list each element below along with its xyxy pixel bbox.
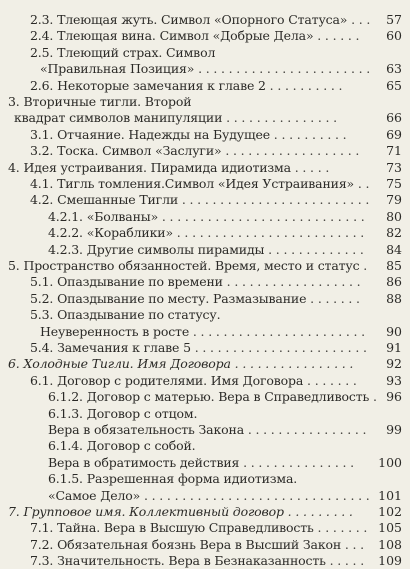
toc-entry-text: 5.4. Замечания к главе 5 — [30, 340, 191, 355]
toc-entry-text: 4. Идея устраивания. Пирамида идиотизма — [8, 159, 291, 175]
toc-leader-dots: . . . . . . . . . . . . . . . . . . . . . . . — [194, 61, 371, 77]
toc-leader-dots: . . . . . . . . . . . . . . . . . . . . . . . — [190, 340, 367, 355]
toc-leader-dots: . . . . . . . . . . . . . . . . . . . . . . . . . . . — [158, 208, 365, 224]
toc-entry-text: квадрат символов манипуляции — [14, 110, 223, 126]
toc-entry-text: 7.3. Значительность. Вера в Безнаказанность — [30, 553, 326, 569]
toc-entry-text: 7.2. Обязательная боязнь Вера в Высший Закон — [30, 536, 342, 552]
toc-entry-text: 6.1.3. Договор с отцом. — [48, 405, 198, 421]
toc-leader-dots: . . . . . . . . . . . . . . . . . . . . . . . . . . . . . . — [140, 487, 370, 503]
toc-page-number: 102 — [378, 504, 402, 519]
toc-page-number: 69 — [386, 126, 402, 142]
toc-page-number: 105 — [378, 520, 402, 536]
toc-leader-dots: . . . . . . . — [306, 290, 360, 306]
toc-leader-dots: . . . . . . . . . . . . . . . — [222, 110, 337, 126]
toc-entry-text: 4.2.3. Другие символы пирамиды — [48, 241, 265, 257]
toc-entry-text: 6. Холодные Тигли. Имя Договора — [8, 356, 231, 372]
toc-entry-text: 6.1.5. Разрешенная форма идиотизма. — [48, 471, 298, 487]
toc-leader-dots: . . . — [341, 536, 364, 552]
toc-entry-text: 2.4. Тлеющая вина. Символ «Добрые Дела» — [30, 28, 314, 44]
toc-leader-dots: . . — [354, 176, 370, 191]
toc-entry-text: 2.3. Тлеющая жуть. Символ «Опорного Статуса» — [30, 12, 348, 27]
toc-entry-text: 6.1.4. Договор с собой. — [48, 438, 196, 454]
toc-leader-dots: . . . . . . . . . . — [269, 126, 347, 142]
toc-leader-dots: . . . . . . . . . . . . . . . — [239, 454, 354, 470]
toc-page-number: 75 — [386, 176, 402, 191]
toc-leader-dots: . . . . . . . — [313, 520, 368, 536]
toc-entry-text: 3.1. Отчаяние. Надежды на Будущее — [30, 126, 270, 142]
toc-entry-text: Вера в обратимость действия — [48, 454, 240, 470]
toc-entry-text: 6.1. Договор с родителями. Имя Договора — [30, 372, 304, 388]
toc-page-number: 85 — [386, 258, 402, 273]
toc-page-number: 109 — [378, 553, 402, 569]
toc-leader-dots: . . . . . . . . . . . . . . . . — [244, 422, 367, 437]
toc-page-number: 101 — [378, 487, 402, 503]
toc-entry-text: 2.5. Тлеющий страх. Символ — [30, 44, 216, 60]
toc-leader-dots: . . . . . — [290, 159, 330, 175]
toc-page-number: 91 — [386, 340, 402, 355]
toc-entry-text: 2.6. Некоторые замечания к главе 2 — [30, 77, 266, 93]
toc-entry-text: 5.3. Опаздывание по статусу. — [30, 307, 221, 323]
toc-page-number: 71 — [386, 143, 402, 159]
toc-entry-text: 5.1. Опаздывание по времени — [30, 274, 223, 290]
toc-entry-text: «Правильная Позиция» — [40, 61, 195, 77]
toc-page-number: 86 — [386, 274, 402, 290]
toc-leader-dots: . . . . . . . . . . . . . . . . . . . . . . . . . — [178, 192, 370, 208]
toc-entry-text: 5. Пространство обязанностей. Время, место и статус — [8, 258, 360, 273]
toc-page-number: 66 — [386, 110, 402, 126]
toc-leader-dots: . . . . . — [325, 553, 365, 569]
toc-page-number: 88 — [386, 290, 402, 306]
toc-leader-dots: . . . . . . . . . . . . . — [264, 241, 364, 257]
toc-leader-dots: . . . . . . . — [303, 372, 357, 388]
toc-page-number: 92 — [386, 356, 402, 372]
toc-page-number: 63 — [386, 61, 402, 77]
toc-leader-dots: . . . . . . . . . . . . . . . . . . — [221, 143, 360, 159]
toc-page-number: 99 — [386, 422, 402, 437]
toc-leader-dots: . . . . . . . . . . . . . . . . . . — [222, 274, 361, 290]
toc-leader-dots: . — [359, 258, 368, 273]
toc-leader-dots: . . . . . . — [313, 28, 360, 44]
toc-page-number: 90 — [386, 323, 402, 339]
toc-entry-text: 4.2.2. «Кораблики» — [48, 225, 173, 241]
toc-leader-dots: . . . . . . . . . — [283, 504, 353, 519]
toc-page-number: 65 — [386, 77, 402, 93]
toc-entry-text: 3.2. Тоска. Символ «Заслуги» — [30, 143, 222, 159]
toc-page-number: 80 — [386, 208, 402, 224]
toc-leader-dots: . . . . . . . . . . . . . . . . . . . . . . . — [189, 323, 365, 339]
toc-entry-text: 6.1.2. Договор с матерью. Вера в Справедливость — [48, 389, 370, 405]
toc-page-number: 73 — [386, 159, 402, 175]
toc-entry-text: 4.2.1. «Болваны» — [48, 208, 159, 224]
toc-leader-dots: . . . . . . . . . . . . . . . . . . . . . . . . . — [172, 225, 365, 241]
toc-entry-text: 7. Групповое имя. Коллективный договор — [8, 504, 284, 519]
toc-entry-text: 4.1. Тигль томления.Символ «Идея Устраивания» — [30, 176, 355, 191]
toc-entry-text: «Самое Дело» — [48, 487, 141, 503]
toc-entry-text: 3. Вторичные тигли. Второй — [8, 94, 192, 109]
toc-leader-dots: . . . . . . . . . . . . . . . . — [230, 356, 354, 372]
toc-page-number: 60 — [386, 28, 402, 44]
toc-entry-text: 4.2. Смешанные Тигли — [30, 192, 179, 208]
toc-page-number: 57 — [386, 12, 402, 27]
toc-page-number: 100 — [378, 454, 402, 470]
toc-leader-dots: . . . — [347, 12, 371, 27]
toc-page-number: 96 — [386, 389, 402, 405]
toc-page-number: 93 — [386, 372, 402, 388]
toc-page-number: 79 — [386, 192, 402, 208]
toc-page-number: 84 — [386, 241, 402, 257]
toc-leader-dots: . — [369, 389, 377, 405]
toc-entry-text: Неуверенность в росте — [40, 323, 190, 339]
toc-entry-text: 5.2. Опаздывание по месту. Размазывание — [30, 290, 307, 306]
toc-page-number: 108 — [378, 536, 402, 552]
toc-entry-text: 7.1. Тайна. Вера в Высшую Справедливость — [30, 520, 314, 536]
toc-entry-text: Вера в обязательность Закона — [48, 422, 245, 437]
toc-page-number: 82 — [386, 225, 402, 241]
toc-leader-dots: . . . . . . . . . . — [265, 77, 343, 93]
